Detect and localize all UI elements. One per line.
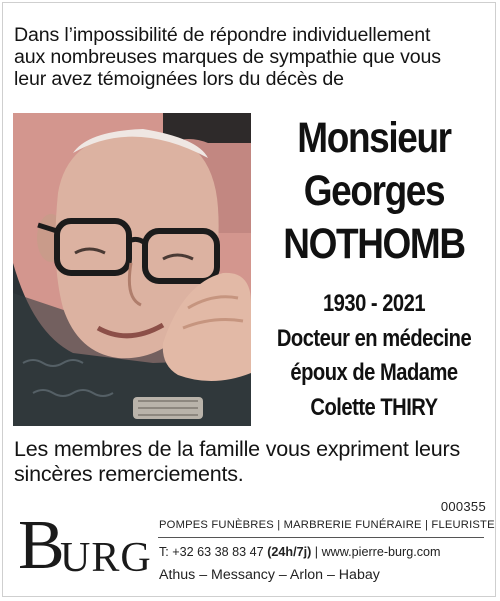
relation: époux de Madame <box>290 359 458 386</box>
reference-number: 000355 <box>440 499 486 514</box>
website-link[interactable]: www.pierre-burg.com <box>321 545 441 559</box>
logo-initial: B <box>18 507 65 584</box>
phone-hours: (24h/7j) <box>267 545 312 559</box>
funeral-home-contact <box>159 545 441 559</box>
logo-rest: URG <box>60 535 152 581</box>
intro-line: Dans l’impossibilité de répondre individuellement <box>14 24 431 46</box>
contact-separator: | <box>314 545 319 559</box>
portrait-illustration <box>13 113 251 426</box>
thanks-line: sincères remerciements. <box>14 462 244 486</box>
name-last: NOTHOMB <box>283 220 465 268</box>
thanks-text <box>14 437 490 487</box>
phone-number[interactable]: T: +32 63 38 83 47 <box>159 545 264 559</box>
intro-line: aux nombreuses marques de sympathie que vous <box>14 46 441 68</box>
spouse-name: Colette THIRY <box>310 393 438 421</box>
name-title: Monsieur <box>297 114 451 162</box>
funeral-home-services: POMPES FUNÈBRES | MARBRERIE FUNÉRAIRE | FLEURISTE <box>159 519 495 531</box>
name-first: Georges <box>303 167 445 215</box>
intro-line: leur avez témoignées lors du décès de <box>14 68 344 90</box>
divider <box>158 537 484 538</box>
portrait-photo <box>13 113 251 426</box>
deceased-name <box>274 112 474 271</box>
life-years: 1930 - 2021 <box>322 290 426 317</box>
funeral-home-logo <box>18 507 152 584</box>
funeral-home-towns: Athus – Messancy – Arlon – Habay <box>159 567 380 583</box>
profession: Docteur en médecine <box>276 324 472 352</box>
intro-text <box>14 24 486 90</box>
thanks-line: Les membres de la famille vous expriment leurs <box>14 437 461 461</box>
deceased-details <box>277 287 472 425</box>
